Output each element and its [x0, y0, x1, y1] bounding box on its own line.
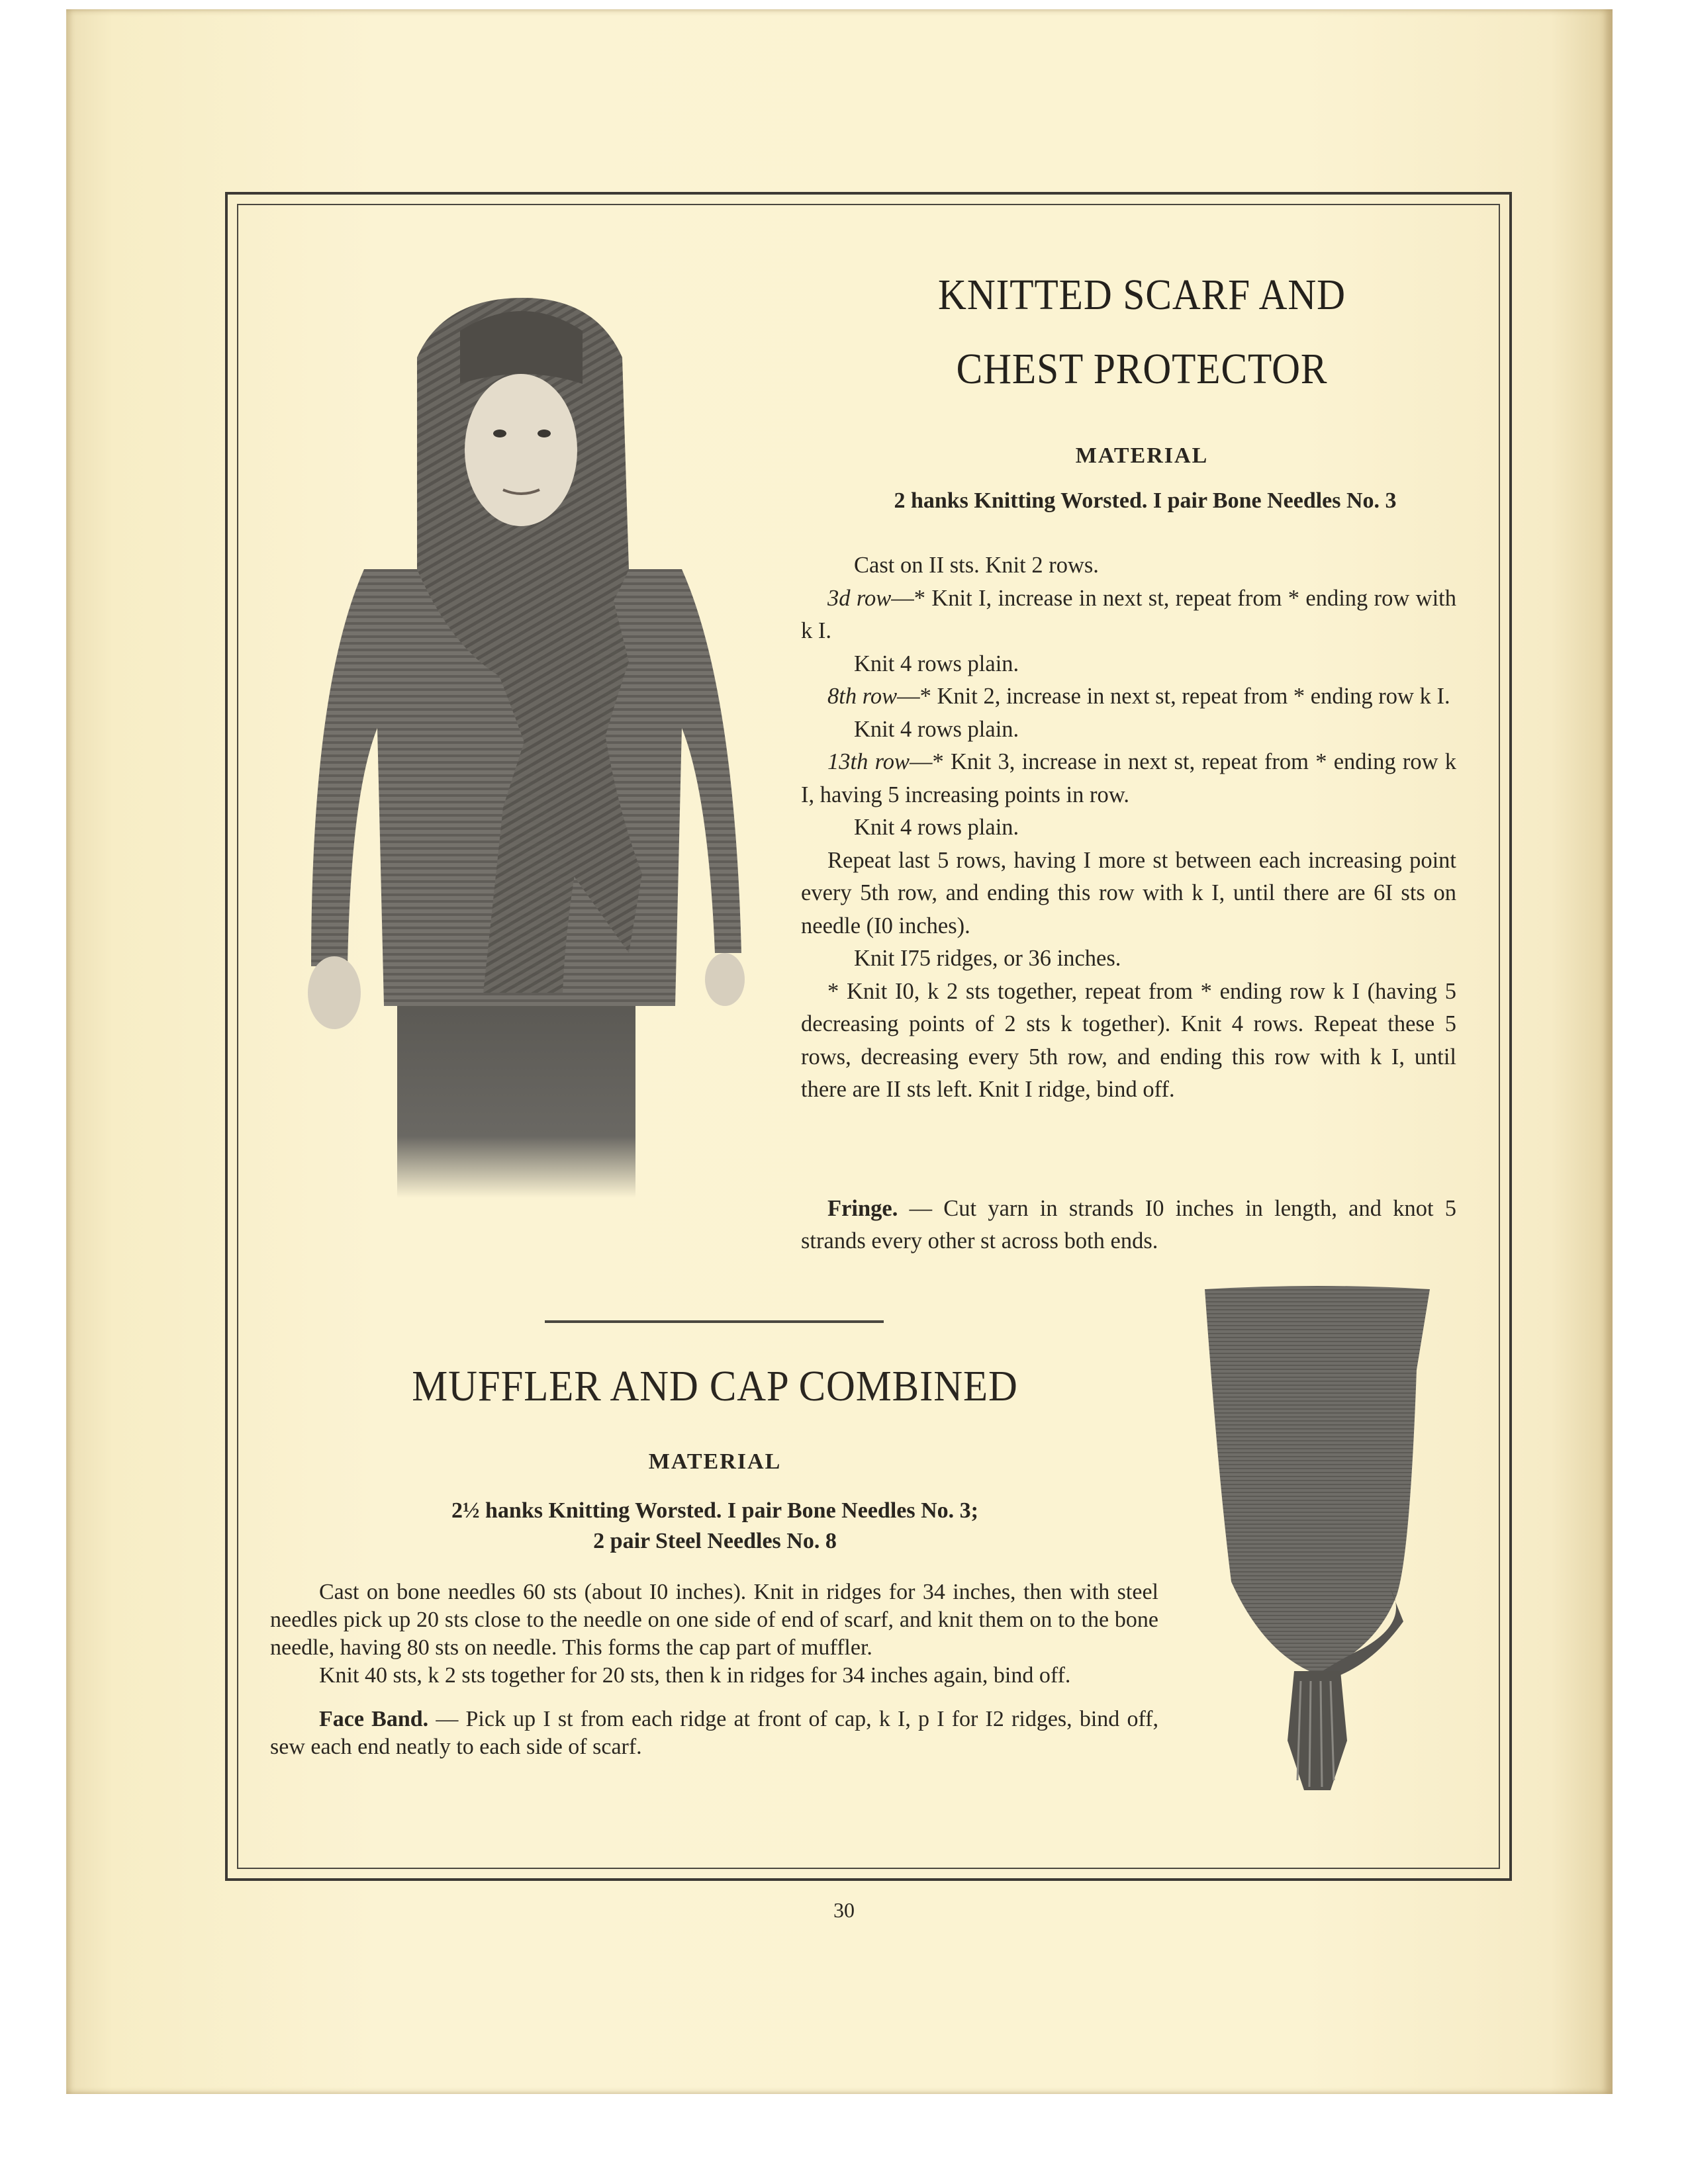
muffler-pattern-title: MUFFLER AND CAP COMBINED	[412, 1362, 1018, 1410]
scarf-step-5: Knit 4 rows plain.	[854, 716, 1019, 742]
muffler-photo	[1192, 1277, 1443, 1827]
scarf-pattern-title	[829, 258, 1455, 406]
scarf-step-1: Cast on II sts. Knit 2 rows.	[854, 553, 1099, 578]
muffler-paragraph-1: Cast on bone needles 60 sts (about I0 inches). Knit in ridges for 34 inches, then with steel needles pick up 20 sts close to the needle on one side of end of scarf, and knit them on to the bone needle, having 80 sts on needle. This forms the cap part of muffler.	[270, 1580, 1158, 1660]
scarf-model-illustration	[285, 291, 761, 1198]
scarf-step-7: Knit 4 rows plain.	[854, 815, 1019, 840]
muffler-instructions	[270, 1578, 1158, 1761]
scarf-model-photo	[285, 291, 761, 1198]
scarf-step-2: 3d row—* Knit I, increase in next st, repeat from * ending row with k I.	[801, 585, 1456, 643]
scarf-step-10: * Knit I0, k 2 sts together, repeat from * ending row k I (having 5 decreasing points of 2 sts k together). Knit 4 rows. Repeat these 5 rows, decreasing every 5th row, and ending this row with k I, until there are II sts left. Knit I ridge, bind off.	[801, 978, 1456, 1102]
scarf-step-9: Knit I75 ridges, or 36 inches.	[854, 946, 1121, 971]
scarf-step-4: 8th row—* Knit 2, increase in next st, repeat from * ending row k I.	[827, 684, 1450, 709]
fringe-instructions	[801, 1193, 1456, 1257]
face-band-paragraph	[270, 1706, 1158, 1761]
fringe-label: Fringe.	[827, 1196, 898, 1221]
muffler-material-lines	[318, 1496, 1112, 1557]
section-divider-rule	[545, 1320, 884, 1323]
fringe-text: — Cut yarn in strands I0 inches in length, and knot 5 strands every other st across both ends.	[801, 1196, 1456, 1253]
page-number: 30	[833, 1898, 855, 1922]
scarf-step-3: Knit 4 rows plain.	[854, 651, 1019, 676]
scarf-step-8: Repeat last 5 rows, having I more st between each increasing point every 5th row, and ending this row with k I, until there are 6I sts on needle (I0 inches).	[801, 847, 1456, 938]
scarf-instructions	[801, 549, 1456, 1107]
muffler-material-line-1: 2½ hanks Knitting Worsted. I pair Bone Needles No. 3;	[451, 1498, 978, 1523]
face-band-label: Face Band.	[319, 1707, 429, 1731]
muffler-illustration	[1192, 1277, 1443, 1827]
muffler-material-heading: MATERIAL	[648, 1449, 782, 1474]
face-band-text: — Pick up I st from each ridge at front of cap, k I, p I for I2 ridges, bind off, sew each end neatly to each side of scarf.	[270, 1707, 1158, 1759]
scarf-material-line: 2 hanks Knitting Worsted. I pair Bone Needles No. 3	[894, 488, 1397, 513]
scarf-step-6: 13th row—* Knit 3, increase in next st, repeat from * ending row k I, having 5 increasing points in row.	[801, 749, 1456, 807]
scarf-material-heading: MATERIAL	[1075, 443, 1209, 468]
muffler-material-line-2: 2 pair Steel Needles No. 8	[593, 1529, 837, 1553]
scarf-title-line-2: CHEST PROTECTOR	[956, 345, 1328, 393]
muffler-paragraph-2: Knit 40 sts, k 2 sts together for 20 sts, then k in ridges for 34 inches again, bind off.	[319, 1663, 1071, 1688]
scarf-title-line-1: KNITTED SCARF AND	[938, 271, 1346, 319]
